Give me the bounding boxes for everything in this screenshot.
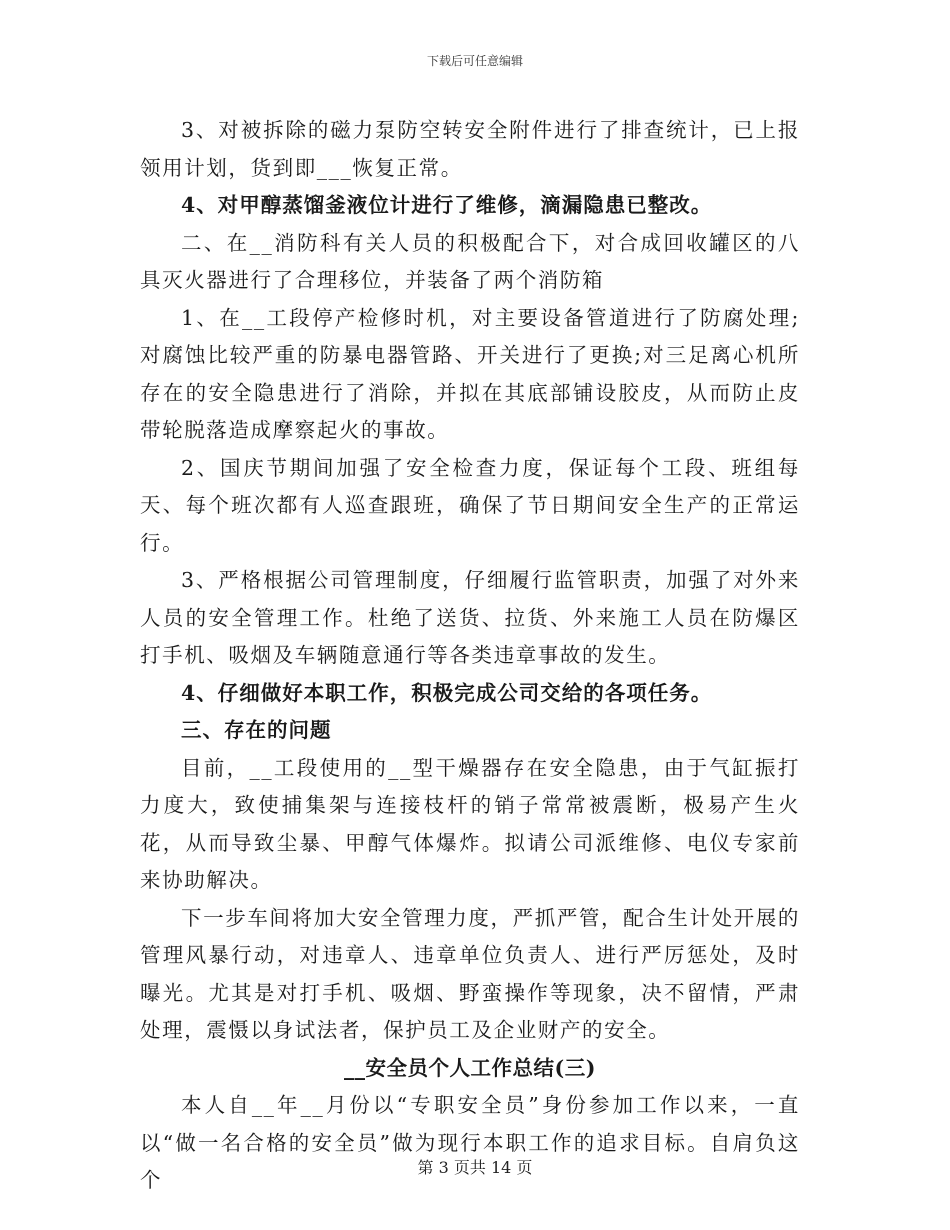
paragraph-item-4-duties: 4、仔细做好本职工作，积极完成公司交给的各项任务。 <box>181 680 713 705</box>
paragraph-item-3-supervision: 3、严格根据公司管理制度，仔细履行监管职责，加强了对外来人员的安全管理工作。杜绝了送货、拉货、外来施工人员在防爆区打手机、吸烟及车辆随意通行等各类违章事故的发生。 <box>140 568 800 667</box>
document-body <box>140 112 800 1200</box>
summary-title: __安全员个人工作总结(三) <box>344 1055 596 1080</box>
page-header: 下载后可任意编辑 <box>426 54 523 68</box>
paragraph-next-steps: 下一步车间将加大安全管理力度，严抓严管，配合生计处开展的管理风暴行动，对违章人、违章单位负责人、进行严厉惩处，及时曝光。尤其是对打手机、吸烟、野蛮操作等现象，决不留情，严肃处理，震慑以身试法者，保护员工及企业财产的安全。 <box>140 905 800 1042</box>
paragraph-item-1-anticorrosion: 1、在__工段停产检修时机，对主要设备管道进行了防腐处理;对腐蚀比较严重的防暴电器管路、开关进行了更换;对三足离心机所存在的安全隐患进行了消除，并拟在其底部铺设胶皮，从而防止皮带轮脱落造成摩察起火的事故。 <box>140 305 800 442</box>
paragraph-item-4-methanol-still: 4、对甲醇蒸馏釜液位计进行了维修，滴漏隐患已整改。 <box>181 193 713 217</box>
section-three-heading: 三、存在的问题 <box>181 718 332 742</box>
section-two-fire-safety: 二、在__消防科有关人员的积极配合下，对合成回收罐区的八具灭火器进行了合理移位，并装备了两个消防箱 <box>140 230 800 292</box>
page-number: 第 3 页共 14 页 <box>417 1158 533 1177</box>
paragraph-current-problem: 目前，__工段使用的__型干燥器存在安全隐患，由于气缸振打力度大，致使捕集架与连接枝杆的销子常常被震断，极易产生火花，从而导致尘暴、甲醇气体爆炸。拟请公司派维修、电仪专家前来协助解决。 <box>140 755 800 892</box>
paragraph-item-2-national-day: 2、国庆节期间加强了安全检查力度，保证每个工段、班组每天、每个班次都有人巡查跟班，确保了节日期间安全生产的正常运行。 <box>140 455 800 555</box>
paragraph-item-3-magnetic-pump: 3、对被拆除的磁力泵防空转安全附件进行了排查统计，已上报领用计划，货到即___恢复正常。 <box>140 118 800 180</box>
paragraph-summary-intro: 本人自__年__月份以“专职安全员”身份参加工作以来，一直以“做一名合格的安全员”做为现行本职工作的追求目标。自肩负这个 <box>140 1093 800 1192</box>
